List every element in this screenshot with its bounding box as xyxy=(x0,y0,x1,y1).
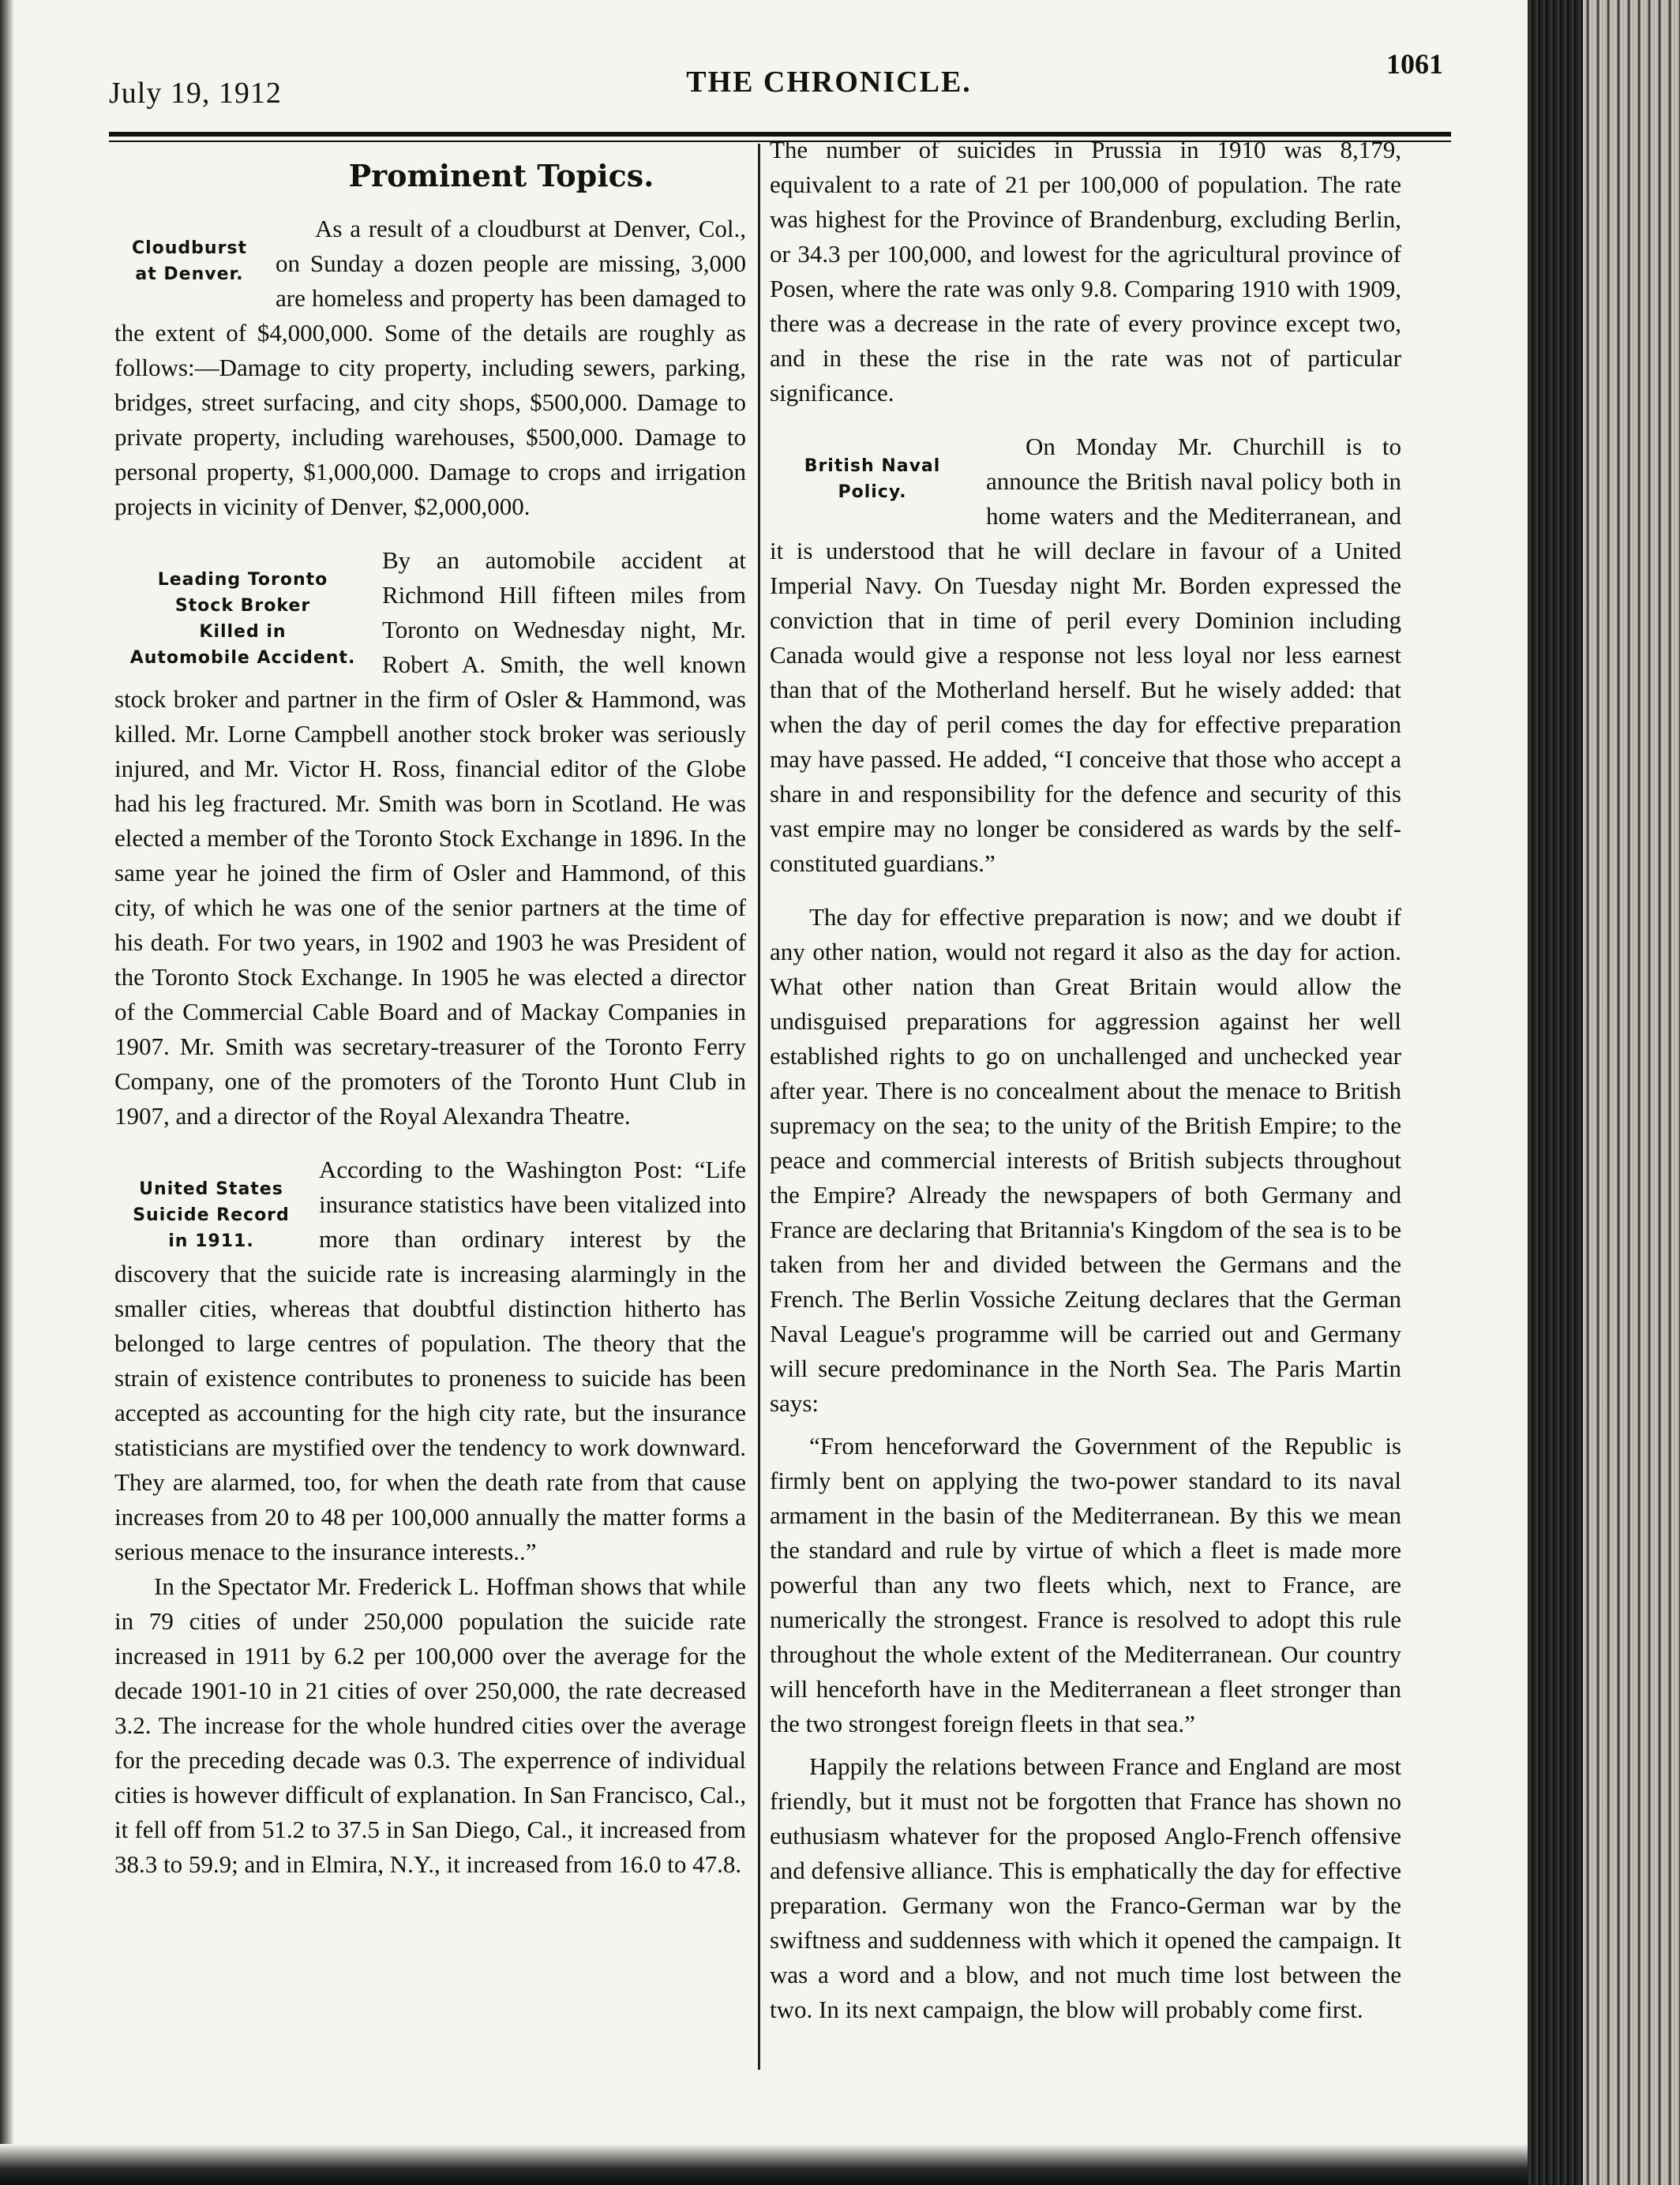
sidenote-line: Stock Broker xyxy=(174,596,311,616)
article-text: On Monday Mr. Churchill is to announce the British naval policy both in home waters and the Mediterranean, and it is understood that he will declare in favour of a United Imperial Navy. On Tuesday night Mr. Borden expressed the conviction that in time of peril every Dominion including Canada would give a response not less loyal nor less earnest than that of the Motherland herself. But he wisely added: that when the day of peril comes the day for effective preparation may have passed. He added, “I conceive that those who accept a share in and responsibility for the defence and security of this vast empire may no longer be considered as wards by the self-constituted guardians.” xyxy=(770,433,1401,877)
column-divider xyxy=(758,144,760,2070)
left-column xyxy=(114,158,746,1901)
sidenote-line: Leading Toronto xyxy=(157,570,328,590)
book-page-edges xyxy=(1528,0,1680,2185)
article-suicide-record xyxy=(114,1152,746,1882)
paragraph-relations: Happily the relations between France and England are most friendly, but it must not be forgotten that France has shown no euthusiasm whatever for the proposed Anglo-French offensive and defensive alliance. This is emphatically the day for effective preparation. Germany won the Franco-German war by the swiftness and suddenness with which it opened the campaign. It was a word and a blow, and not much time lost between the two. In its next campaign, the blow will probably come first. xyxy=(770,1752,1401,2023)
article-text: The number of suicides in Prussia in 1910 was 8,179, equivalent to a rate of 21 per 100,000 of population. The rate was highest for the Province of Brandenburg, excluding Berlin, or 34.3 per 100,000, and lowest for the agricultural province of Posen, where the rate was only 9.8. Comparing 1910 with 1909, there was a decrease in the rate of every province except two, and in these the rise in the rate was not of particular significance. xyxy=(770,136,1401,407)
article-text: As a result of a cloudburst at Denver, Col., on Sunday a dozen people are missing, 3,000 are homeless and property has been damaged to the extent of $4,000,000. Some of the details are roughly as follows:—Damage to city property, including sewers, parking, bridges, street surfacing, and city shops, $500,000. Damage to private property, including warehouses, $500,000. Damage to personal property, $1,000,000. Damage to crops and irrigation projects in vicinity of Denver, $2,000,000. xyxy=(114,215,746,520)
right-column xyxy=(770,133,1401,2027)
page-number: 1061 xyxy=(1386,48,1443,80)
article-text-continued: In the Spectator Mr. Frederick L. Hoffman shows that while in 79 cities of under 250,000 population the suicide rate increased in 1911 by 6.2 per 100,000 over the average for the decade 1901-10 in 21 cities of over 250,000, the rate decreased 3.2. The increase for the whole hundred cities over the average for the preceding decade was 0.3. The experrence of individual cities is however difficult of explanation. In San Francisco, Cal., it fell off from 51.2 to 37.5 in San Diego, Cal., it increased from 38.3 to 59.9; and in Elmira, N.Y., it increased from 16.0 to 47.8. xyxy=(114,1572,746,1878)
section-title: Prominent Topics. xyxy=(348,158,654,193)
sidenote-line: Automobile Accident. xyxy=(129,648,356,668)
article-cloudburst xyxy=(114,212,746,524)
article-naval-policy xyxy=(770,429,1401,881)
sidenote-line: British Naval xyxy=(804,456,941,476)
sidenote-line: Cloudburst xyxy=(131,238,248,258)
sidenote-suicide xyxy=(114,1152,308,1254)
sidenote-line: United States xyxy=(139,1179,283,1199)
sidenote-line: Suicide Record xyxy=(133,1205,290,1225)
sidenote-line: Killed in xyxy=(199,622,287,642)
sidenote-cloudburst xyxy=(114,212,264,287)
page-bottom-shadow xyxy=(0,2144,1528,2185)
page-edge-shadow xyxy=(0,0,14,2185)
article-toronto xyxy=(114,543,746,1134)
article-text: By an automobile accident at Richmond Hill fifteen miles from Toronto on Wednesday night, Mr. Robert A. Smith, the well known stock broker and partner in the firm of Osler & Hammond, was killed. Mr. Lorne Campbell another stock broker was seriously injured, and Mr. Victor H. Ross, financial editor of the Globe had his leg fractured. Mr. Smith was born in Scotland. He was elected a member of the Toronto Stock Exchange in 1896. In the same year he joined the firm of Osler and Hammond, of this city, of which he was one of the senior partners at the time of his death. For two years, in 1902 and 1903 he was President of the Toronto Stock Exchange. In 1905 he was elected a director of the Commercial Cable Board and of Mackay Companies in 1907. Mr. Smith was secretary-treasurer of the Toronto Ferry Company, one of the promoters of the Toronto Hunt Club in 1907, and a director of the Royal Alexandra Theatre. xyxy=(114,546,746,1130)
sidenote-naval xyxy=(770,429,975,505)
sidenote-toronto xyxy=(114,543,371,671)
article-prussia xyxy=(770,133,1401,410)
masthead-title: THE CHRONICLE. xyxy=(686,66,972,99)
sidenote-line: Policy. xyxy=(838,482,907,502)
sidenote-line: at Denver. xyxy=(135,264,244,284)
issue-date: July 19, 1912 xyxy=(109,77,282,110)
article-text: According to the Washington Post: “Life insurance statistics have been vitalized into more than ordinary interest by the discovery that the suicide rate is increasing alarmingly in the smaller cities, whereas that doubtful distinction hitherto has belonged to large centres of population. The theory that the strain of existence contributes to proneness to suicide has been accepted as accounting for the high city rate, but the insurance statisticians are mystified over the tendency to work downward. They are alarmed, too, for when the death rate from that cause increases from 20 to 48 per 100,000 annually the matter forms a serious menace to the insurance interests..” xyxy=(114,1156,746,1565)
quote-paris-martin: “From henceforward the Government of the Republic is firmly bent on applying the two-power standard to its naval armament in the basin of the Mediterranean. By this we mean the standard and rule by virtue of which a fleet is made more powerful than any two fleets which, next to France, are numerically the strongest. France is resolved to adopt this rule throughout the whole extent of the Mediterranean. Our country will henceforth have in the Mediterranean a fleet stronger than the two strongest foreign fleets in that sea.” xyxy=(770,1432,1401,1737)
paragraph-preparation: The day for effective preparation is now; and we doubt if any other nation, would not regard it also as the day for action. What other nation than Great Britain would allow the undisguised preparations for aggression against her well established rights to go on unchallenged and unchecked year after year. There is no concealment about the menace to British supremacy on the sea; to the unity of the British Empire; to the peace and commercial interests of British subjects throughout the Empire? Already the newspapers of both Germany and France are declaring that Britannia's Kingdom of the sea is to be taken from her and divided between the Germans and the French. The Berlin Vossiche Zeitung declares that the German Naval League's programme will be carried out and Germany will secure predominance in the North Sea. The Paris Martin says: xyxy=(770,903,1401,1417)
sidenote-line: in 1911. xyxy=(168,1231,254,1251)
